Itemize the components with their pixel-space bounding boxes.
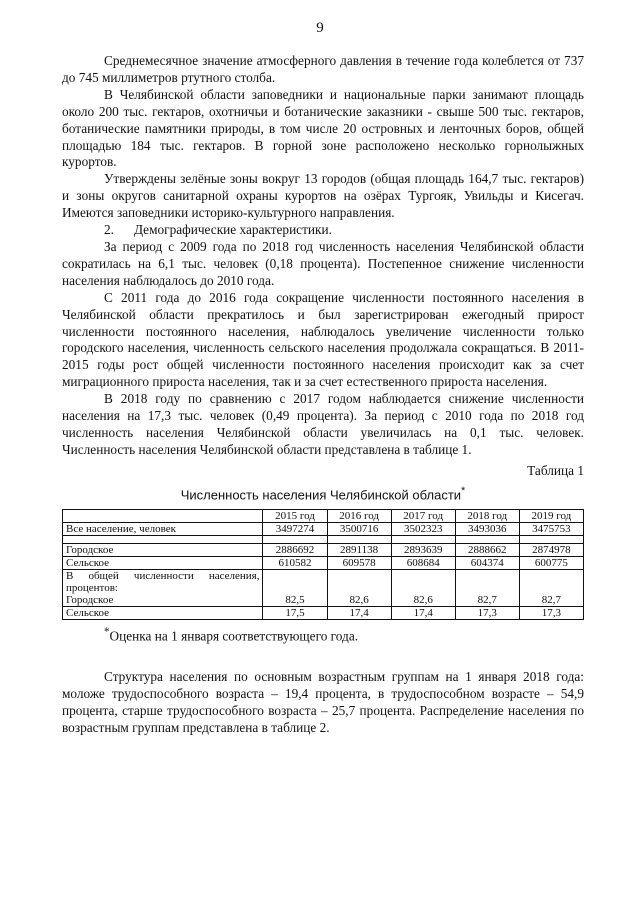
paragraph-population-2011: С 2011 года до 2016 года сокращение численности постоянного населения в Челябинской области прекратилось и был зарегистрирован ежегодный прирост численности постоянного населения, наблюдалось увеличение численности только городского населения, численность сельского населения продолжала сокращаться. В 2011-2015 годы рост общей численности постоянного населения происходит как за счет миграционного прироста населения, так и за счет естественного прироста населения. <box>62 289 584 390</box>
table-row <box>63 522 584 535</box>
table-row <box>63 606 584 619</box>
section-number: 2. <box>104 222 114 238</box>
table-spacer-row <box>63 535 584 543</box>
table-header-row <box>63 509 584 522</box>
table-header-year: 2017 год <box>391 509 455 522</box>
table-footnote <box>104 624 584 645</box>
table-cell: 17,5 <box>263 606 327 619</box>
population-table <box>62 509 584 620</box>
paragraph-age-structure: Структура населения по основным возрастным группам на 1 января 2018 года: моложе трудоспособного возраста – 19,4 процента, в трудоспособном возрасте – 54,9 процента, старше трудоспособного возраста – 25,7 процента. Распределение населения по возрастным группам представлена в таблице 2. <box>62 669 584 735</box>
table-title <box>62 483 584 504</box>
table-cell: 17,4 <box>391 606 455 619</box>
footnote-text: Оценка на 1 января соответствующего года. <box>109 628 359 644</box>
footnote-mark: * <box>104 625 110 638</box>
row-label-rural: Сельское <box>63 556 263 569</box>
table-row <box>63 556 584 569</box>
share-urban-label: Городское <box>66 593 114 606</box>
paragraph-green-zones: Утверждены зелёные зоны вокруг 13 городов (общая площадь 164,7 тыс. гектаров) и зоны округов санитарной охраны курортов на озёрах Тургояк, Увильды и Кисегач. Имеются заповедники историко-культурного направления. <box>62 171 584 221</box>
table-cell: 82,7 <box>455 569 519 606</box>
table-cell: 3475753 <box>519 522 583 535</box>
section-heading <box>62 222 584 239</box>
table-cell: 610582 <box>263 556 327 569</box>
row-label-urban: Городское <box>63 543 263 556</box>
table-cell: 2891138 <box>327 543 391 556</box>
table-cell: 2888662 <box>455 543 519 556</box>
table-header-empty <box>63 509 263 522</box>
paragraph-population-2018: В 2018 году по сравнению с 2017 годом наблюдается снижение численности населения на 17,3 тыс. человек (0,49 процента). За период с 2010 года по 2018 год численность населения Челябинской области увеличилась на 0,1 тыс. человек. Численность населения Челябинской области представлена в таблице 1. <box>62 391 584 457</box>
paragraph-pressure: Среднемесячное значение атмосферного давления в течение года колеблется от 737 до 745 миллиметров ртутного столба. <box>62 53 584 85</box>
table-cell: 82,5 <box>263 569 327 606</box>
spacer <box>62 645 584 669</box>
paragraph-population-2009: За период с 2009 года по 2018 год численность населения Челябинской области сократилась на 6,1 тыс. человек (0,18 процента). Постепенное снижение численности населения наблюдалось до 2010 года. <box>62 238 584 288</box>
table-cell: 608684 <box>391 556 455 569</box>
table-cell: 2874978 <box>519 543 583 556</box>
table-cell: 3500716 <box>327 522 391 535</box>
table-cell: 17,3 <box>455 606 519 619</box>
row-label-share-urban <box>63 569 263 606</box>
table-cell: 3493036 <box>455 522 519 535</box>
table-title-mark: * <box>461 484 466 497</box>
table-row <box>63 569 584 606</box>
row-label-total: Все население, человек <box>63 522 263 535</box>
document-body <box>62 53 584 737</box>
table-cell: 82,7 <box>519 569 583 606</box>
row-label-share-rural: Сельское <box>63 606 263 619</box>
table-cell: 609578 <box>327 556 391 569</box>
table-header-year: 2015 год <box>263 509 327 522</box>
table-cell: 17,4 <box>327 606 391 619</box>
table-cell: 17,3 <box>519 606 583 619</box>
table-cell: 3502323 <box>391 522 455 535</box>
table-header-year: 2019 год <box>519 509 583 522</box>
table-cell: 3497274 <box>263 522 327 535</box>
table-cell: 604374 <box>455 556 519 569</box>
section-title: Демографические характеристики. <box>133 222 332 238</box>
table-title-text: Численность населения Челябинской области <box>180 486 462 502</box>
table-cell: 2893639 <box>391 543 455 556</box>
table-cell: 82,6 <box>327 569 391 606</box>
table-cell: 600775 <box>519 556 583 569</box>
table-label: Таблица 1 <box>527 462 584 478</box>
table-cell: 82,6 <box>391 569 455 606</box>
paragraph-reserves: В Челябинской области заповедники и национальные парки занимают площадь около 200 тыс. гектаров, охотничьи и ботанические заказники - свыше 500 тыс. гектаров, ботанические памятники природы, в том числе 20 островных и ленточных боров, общей площадью 184 тыс. гектаров. В горной зоне расположено несколько горнолыжных курортов. <box>62 86 584 170</box>
table-header-year: 2018 год <box>455 509 519 522</box>
share-header: В общей численности населения, процентов: <box>66 569 260 594</box>
table-row <box>63 543 584 556</box>
table-header-year: 2016 год <box>327 509 391 522</box>
page-number: 9 <box>316 20 324 36</box>
table-cell: 2886692 <box>263 543 327 556</box>
